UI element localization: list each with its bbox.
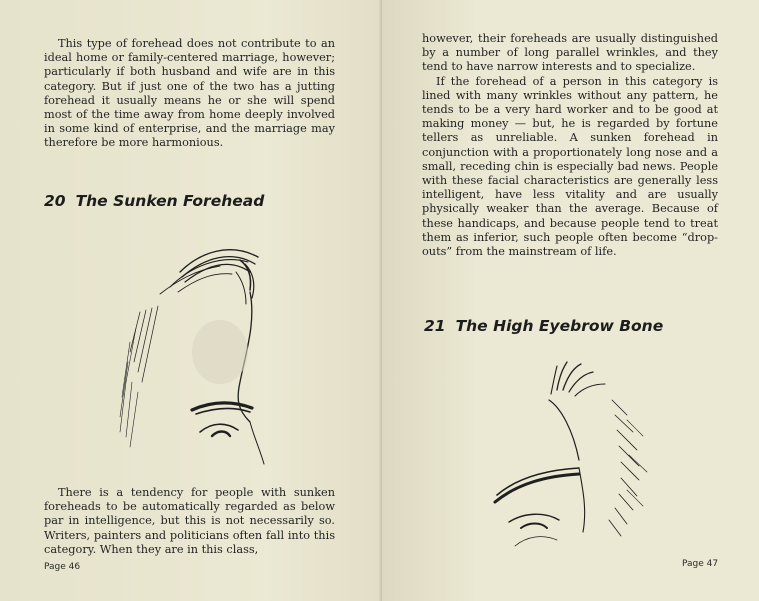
section-21-number: 21 <box>424 317 446 335</box>
page-number-right: Page 47 <box>682 559 719 569</box>
section-21-heading <box>424 317 663 335</box>
left-bottom-text: There is a tendency for people with sunken foreheads to be automatically regarded as below par in intelligence, but this is not necessarily so. Writers, painters and politicians often fall into this category. When they are in this class, <box>44 486 335 556</box>
right-continued-paragraph <box>422 32 718 259</box>
page-number-left: Page 46 <box>44 562 81 572</box>
section-20-title: The Sunken Forehead <box>75 192 265 210</box>
left-intro-text: This type of forehead does not contribute to an ideal home or family-centered marriage, however; particularly if both husband and wife are in this category. But if just one of the two has a jutting forehead it usually means he or she will spend most of the time away from home deeply involved in some kind of enterprise, and the marriage may therefore be more harmonious. <box>44 37 335 150</box>
section-20-number: 20 <box>44 192 66 210</box>
section-20-heading <box>44 192 264 210</box>
left-intro-paragraph <box>44 37 335 151</box>
left-bottom-paragraph <box>44 486 335 557</box>
right-main-text: If the forehead of a person in this category is lined with many wrinkles without any pattern, he tends to be a very hard worker and to be good at making money — but, he is regarded by fortune tellers as unreliable. A sunken forehead in conjunction with a proportionately long nose and a small, receding chin is especially bad news. People with these facial characteristics are generally less intelligent, have less vitality and are usually physically weaker than the average. Because of these handicaps, and because people tend to treat them as inferior, such people often become “drop-outs” from the mainstream of life. <box>422 74 718 259</box>
section-21-title: The High Eyebrow Bone <box>455 317 664 335</box>
right-continued-text: however, their foreheads are usually distinguished by a number of long parallel wrinkles, and they tend to have narrow interests and to specialize. <box>422 32 718 74</box>
sunken-forehead-illustration-icon <box>100 232 270 472</box>
right-page <box>382 0 759 601</box>
high-eyebrow-bone-illustration-icon <box>487 360 667 555</box>
